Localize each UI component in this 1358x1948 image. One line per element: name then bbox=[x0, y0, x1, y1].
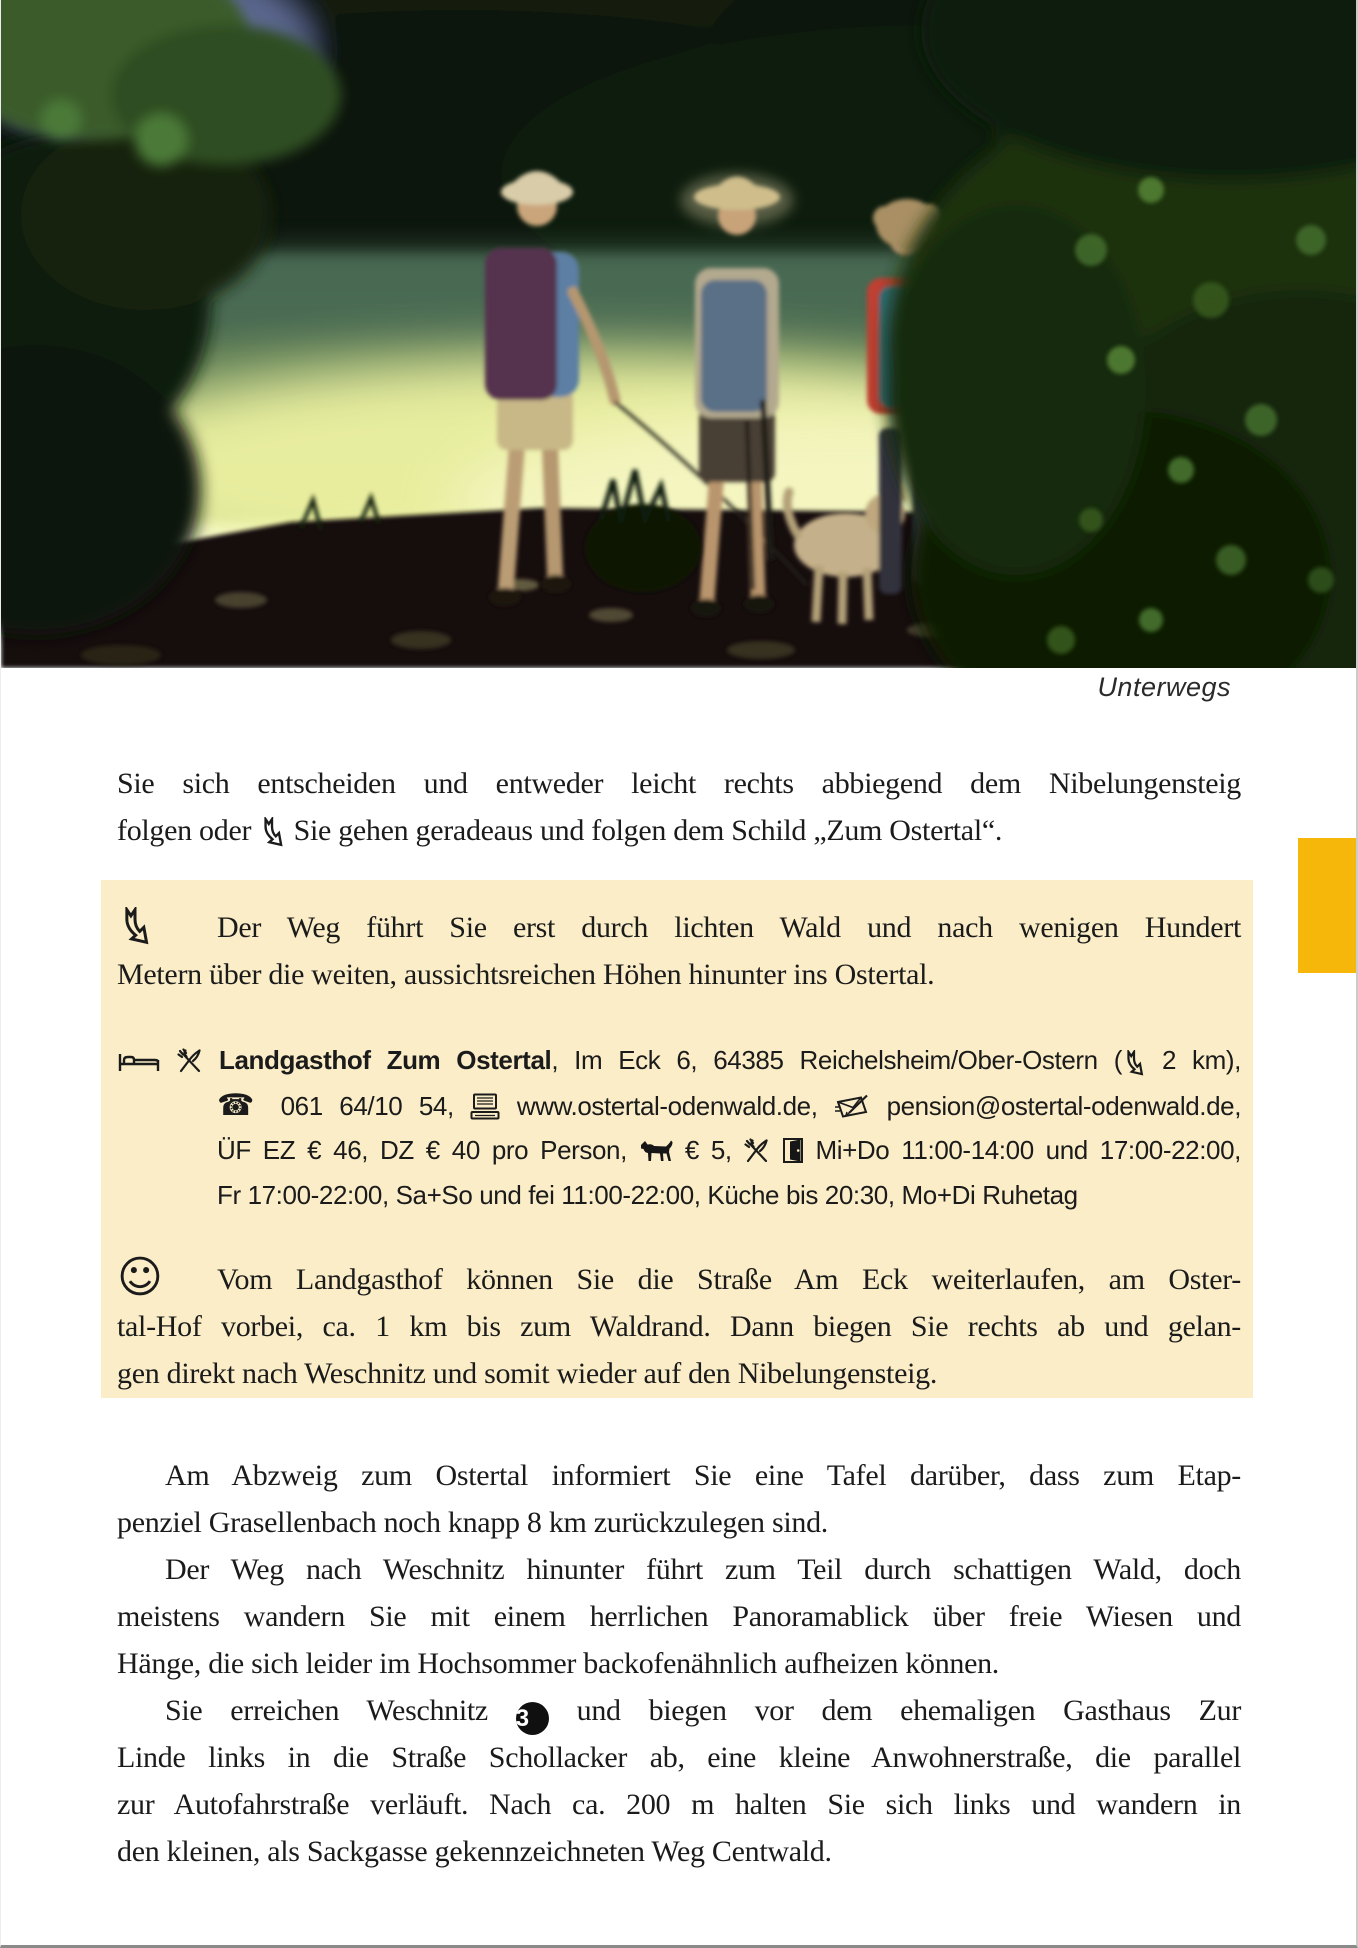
inn-listing bbox=[117, 1038, 1241, 1218]
tip-paragraph bbox=[117, 1252, 1241, 1397]
text-line bbox=[117, 1038, 1241, 1083]
inn-email: pension@ostertal-odenwald.de, bbox=[886, 1091, 1242, 1121]
fork-knife-icon bbox=[744, 1138, 770, 1164]
branch-arrow-icon bbox=[117, 907, 153, 951]
computer-icon bbox=[470, 1093, 500, 1120]
branch-arrow-icon bbox=[258, 817, 286, 847]
photo-caption: Unterwegs bbox=[1097, 672, 1231, 702]
para-c-line-3: zur Autofahrstraße verläuft. Nach ca. 200 m halten Sie sich links und wandern in bbox=[117, 1788, 1241, 1821]
smiley-icon: ☺ bbox=[117, 1252, 163, 1303]
text-line bbox=[117, 1687, 1241, 1734]
highlight-box bbox=[101, 880, 1253, 1398]
intro-paragraph bbox=[117, 760, 1241, 854]
text-line bbox=[117, 951, 1241, 998]
door-icon bbox=[782, 1137, 804, 1164]
text-line bbox=[117, 807, 1241, 854]
para-b-line-1: Der Weg nach Weschnitz hinunter führt zum Teil durch schattigen Wald, doch bbox=[165, 1553, 1241, 1586]
para-c-line-2: Linde links in die Straße Schollacker ab, eine kleine Anwohnerstraße, die parallel bbox=[117, 1741, 1241, 1774]
intro-line-2a: folgen oder bbox=[117, 814, 252, 847]
text-line bbox=[117, 1546, 1241, 1593]
chapter-edge-tab bbox=[1298, 838, 1358, 973]
intro-line-2b: Sie gehen geradeaus und folgen dem Schild „Zum Ostertal“. bbox=[293, 814, 1003, 847]
text-line bbox=[117, 1128, 1241, 1173]
inn-hours-2: Fr 17:00-22:00, Sa+So und fei 11:00-22:00, Küche bis 20:30, Mo+Di Ruhetag bbox=[217, 1180, 1078, 1210]
para-a-line-1: Am Abzweig zum Ostertal informiert Sie eine Tafel darüber, dass zum Etap- bbox=[165, 1459, 1241, 1492]
para-c-line-1b: und biegen vor dem ehemaligen Gasthaus Zur bbox=[576, 1694, 1242, 1727]
para-b-line-3: Hänge, die sich leider im Hochsommer backofenähnlich aufheizen können. bbox=[117, 1647, 1000, 1680]
text-line bbox=[117, 1452, 1241, 1499]
text-line bbox=[117, 1499, 1241, 1546]
dog-icon bbox=[639, 1138, 673, 1164]
body-text bbox=[117, 1452, 1241, 1875]
para-c-line-4: den kleinen, als Sackgasse gekennzeichneten Weg Centwald. bbox=[117, 1835, 832, 1868]
inn-name: Landgasthof Zum Ostertal bbox=[219, 1045, 552, 1075]
mail-pen-icon bbox=[834, 1094, 870, 1120]
text-line bbox=[117, 904, 1241, 951]
para-a-line-2: penziel Grasellenbach noch knapp 8 km zurückzulegen sind. bbox=[117, 1506, 828, 1539]
tip-line-3: gen direkt nach Weschnitz und somit wieder auf den Nibelungensteig. bbox=[117, 1357, 938, 1390]
inn-distance: 2 km), bbox=[1161, 1045, 1241, 1075]
trail-photo bbox=[1, 0, 1358, 668]
inn-phone: 061 64/10 54, bbox=[280, 1091, 454, 1121]
para-c-line-1a: Sie erreichen Weschnitz bbox=[165, 1694, 488, 1727]
text-line bbox=[117, 1781, 1241, 1828]
bed-icon bbox=[117, 1048, 161, 1074]
text-line bbox=[117, 1303, 1241, 1350]
route-note bbox=[117, 904, 1241, 998]
text-line bbox=[117, 1734, 1241, 1781]
inn-dog-fee: € 5, bbox=[684, 1135, 732, 1165]
phone-icon: ☎ bbox=[217, 1088, 265, 1123]
text-line bbox=[117, 760, 1241, 807]
branch-arrow-icon bbox=[1122, 1050, 1146, 1076]
intro-line-1: Sie sich entscheiden und entweder leicht rechts abbiegend dem Nibelungensteig bbox=[117, 767, 1241, 800]
waypoint-3-badge: 3 bbox=[516, 1702, 549, 1735]
tip-line-1: Vom Landgasthof können Sie die Straße Am Eck weiterlaufen, am Oster- bbox=[217, 1263, 1241, 1296]
text-line bbox=[117, 1593, 1241, 1640]
fork-knife-icon bbox=[177, 1048, 203, 1074]
text-line bbox=[117, 1828, 1241, 1875]
text-line bbox=[117, 1350, 1241, 1397]
inn-address: , Im Eck 6, 64385 Reichelsheim/Ober-Ostern ( bbox=[551, 1045, 1122, 1075]
note-line-1: Der Weg führt Sie erst durch lichten Wald und nach wenigen Hundert bbox=[217, 911, 1241, 944]
inn-website: www.ostertal-odenwald.de, bbox=[516, 1091, 818, 1121]
inn-hours-1: Mi+Do 11:00-14:00 und 17:00-22:00, bbox=[815, 1135, 1242, 1165]
text-line bbox=[117, 1083, 1241, 1128]
text-line bbox=[117, 1173, 1241, 1218]
text-line bbox=[117, 1640, 1241, 1687]
text-line bbox=[117, 1252, 1241, 1303]
inn-prices: ÜF EZ € 46, DZ € 40 pro Person, bbox=[217, 1135, 627, 1165]
note-line-2: Metern über die weiten, aussichtsreichen Höhen hinunter ins Ostertal. bbox=[117, 958, 935, 991]
para-b-line-2: meistens wandern Sie mit einem herrlichen Panoramablick über freie Wiesen und bbox=[117, 1600, 1241, 1633]
tip-line-2: tal-Hof vorbei, ca. 1 km bis zum Waldrand. Dann biegen Sie rechts ab und gelan- bbox=[117, 1310, 1241, 1343]
